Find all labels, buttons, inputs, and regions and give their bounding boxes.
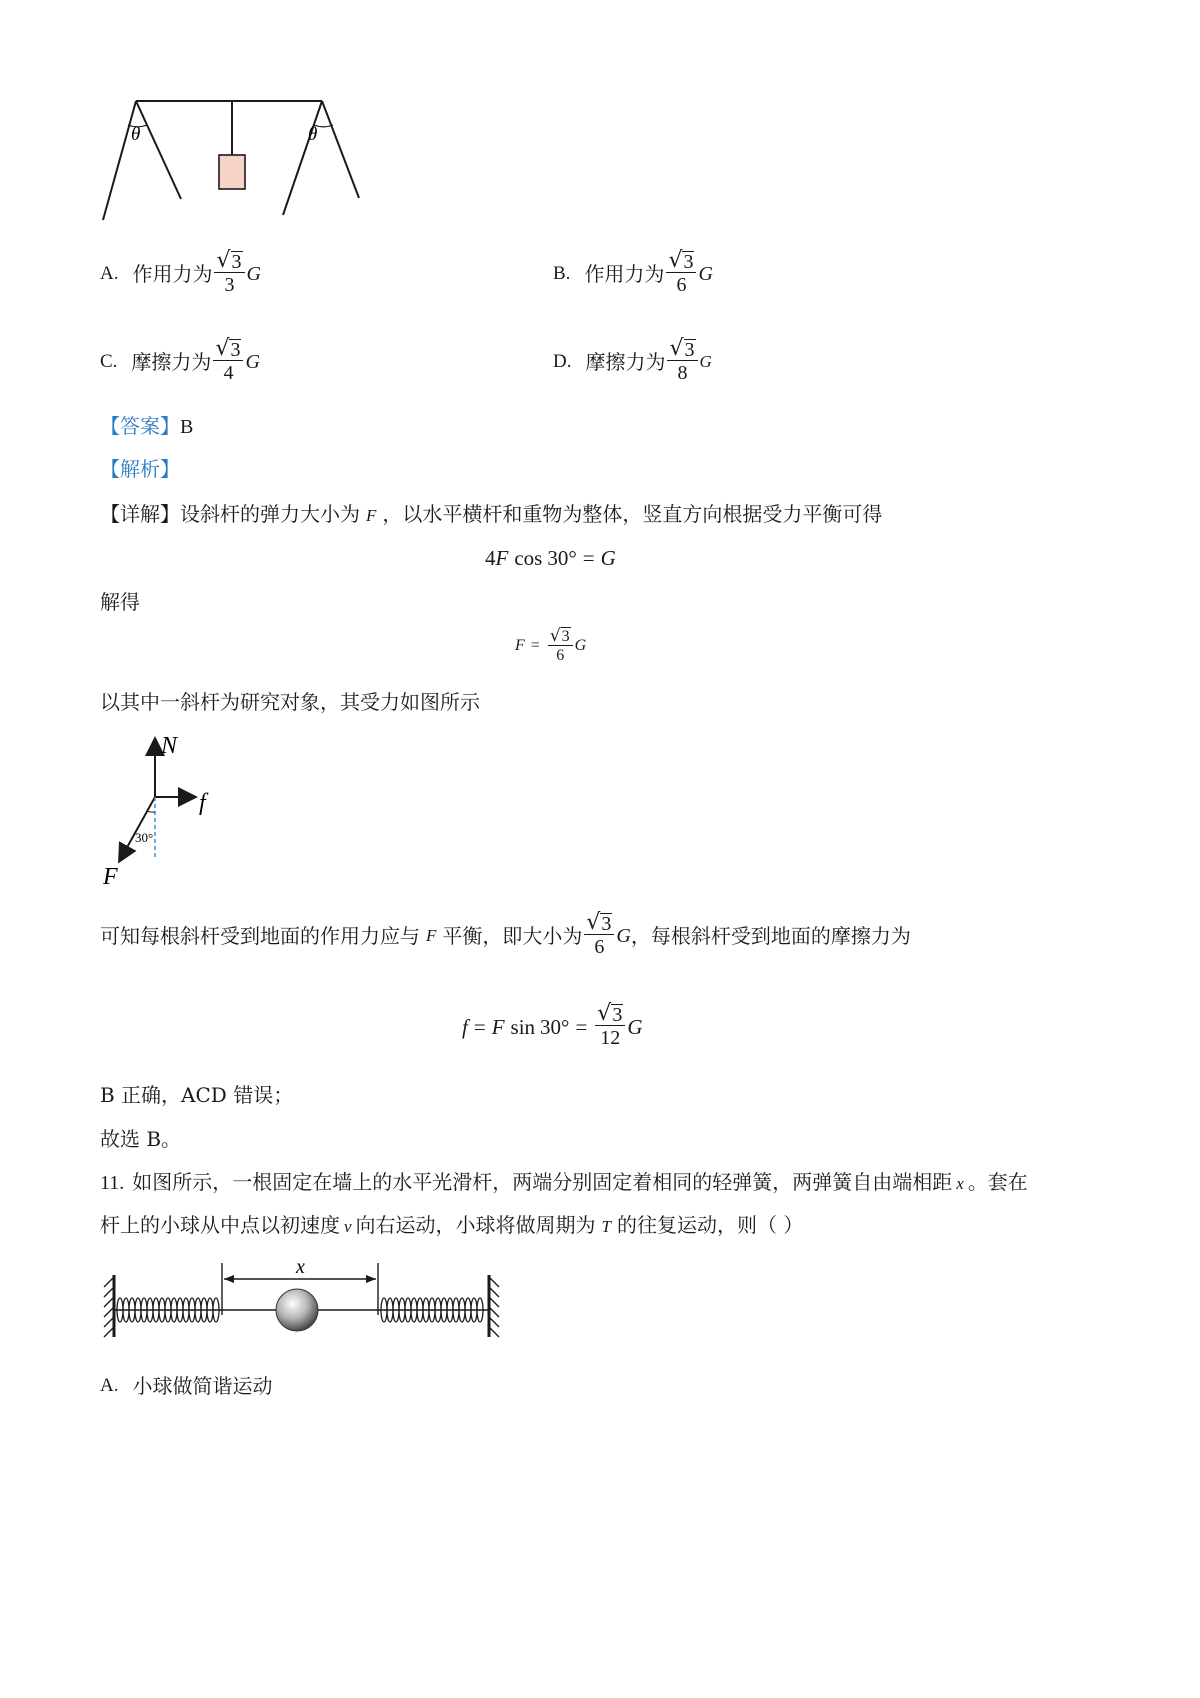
label-x: x — [296, 1256, 305, 1278]
conclusion-text: B 正确，ACD 错误； — [100, 1083, 294, 1107]
eq-tail: G — [574, 637, 587, 654]
eq-lhs: F — [515, 637, 525, 654]
answer-tag: 【答案】 — [100, 414, 180, 438]
question-text: 如图所示，一根固定在墙上的水平光滑杆，两端分别固定着相同的轻弹簧，两弹簧自由端相距 — [132, 1170, 953, 1194]
option-tail: G — [245, 350, 260, 373]
label-f-small: f — [199, 790, 206, 816]
q11-line-1 — [100, 1170, 1028, 1196]
option-letter: D. — [553, 350, 572, 372]
detail-line-4: 可知每根斜杆受到地面的作用力应与 F 平衡，即大小为 √ 3 6 G ，每根斜杆受到地面的摩擦力为 — [100, 910, 911, 958]
eq-den: 12 — [600, 1027, 621, 1049]
frac-num: 3 — [601, 913, 612, 935]
left-leg-outer — [103, 101, 136, 220]
label-angle: 30° — [135, 830, 154, 845]
option-letter: A. — [100, 1375, 119, 1396]
option-text: 摩擦力为 — [131, 349, 212, 374]
eq-num: 3 — [561, 628, 570, 645]
analysis-tag: 【解析】 — [100, 457, 180, 481]
option-text: 摩擦力为 — [585, 349, 666, 374]
eq-num: 3 — [612, 1004, 623, 1026]
option-tail: G — [698, 262, 713, 285]
eq-angle: 30° — [540, 1014, 570, 1039]
detail-text: 设斜杆的弹力大小为 — [180, 502, 360, 526]
right-leg-inner — [322, 101, 359, 198]
angle-label-right: θ — [308, 124, 318, 145]
eq-rhs: G — [600, 546, 616, 570]
option-den: 6 — [676, 274, 687, 296]
equation-3: f = F sin 30° = √ 3 12 G — [462, 1001, 643, 1049]
answer-value: B — [180, 416, 194, 438]
option-den: 4 — [223, 362, 234, 384]
var-v: v — [344, 1217, 352, 1236]
option-b[interactable]: B. 作用力为 √ 3 6 G — [553, 248, 713, 296]
option-letter: A. — [100, 262, 119, 284]
q11-line-2 — [100, 1213, 803, 1239]
answer-line — [100, 414, 193, 439]
option-text: 作用力为 — [132, 261, 213, 286]
question-text: 向右运动，小球将做周期为 — [355, 1213, 596, 1237]
option-num: 3 — [684, 339, 695, 361]
eq-sign: = — [575, 1014, 588, 1039]
left-leg-inner — [136, 101, 181, 199]
option-a[interactable]: A. 作用力为 √ 3 3 G — [100, 248, 261, 296]
eq-fn: cos — [514, 546, 543, 570]
arrow-f-large — [120, 797, 155, 860]
detail-text: 平衡，即大小为 — [442, 923, 583, 948]
detail-text: 可知每根斜杆受到地面的作用力应与 — [100, 923, 420, 948]
option-c[interactable]: C. 摩擦力为 √ 3 4 G — [100, 336, 260, 384]
eq-angle: 30° — [547, 546, 577, 570]
option-text: 作用力为 — [584, 261, 665, 286]
question-text: 的往复运动，则（ ） — [617, 1213, 804, 1237]
eq-var: F — [495, 546, 509, 570]
detail-text: ，以水平横杆和重物为整体，竖直方向根据受力平衡可得 — [382, 502, 883, 526]
detail-text: ，每根斜杆受到地面的摩擦力为 — [630, 923, 911, 948]
angle-arc — [147, 811, 155, 812]
detail-line-1 — [100, 502, 882, 528]
frame-figure — [95, 95, 375, 230]
eq-den: 6 — [556, 647, 565, 664]
question-text: 杆上的小球从中点以初速度 — [100, 1213, 340, 1237]
choice-text: 故选 B。 — [100, 1127, 182, 1151]
option-d[interactable]: D. 摩擦力为 √ 3 8 G — [553, 336, 712, 384]
question-text: 。套在 — [967, 1170, 1028, 1194]
var-f: F — [366, 506, 377, 525]
q11-option-a[interactable] — [100, 1374, 272, 1398]
option-letter: C. — [100, 350, 118, 372]
option-den: 8 — [677, 362, 688, 384]
eq-sign: = — [473, 1014, 486, 1039]
spring-figure — [100, 1255, 520, 1355]
eq-fn: sin — [510, 1014, 536, 1039]
option-tail: G — [699, 351, 712, 371]
option-text: 小球做简谐运动 — [132, 1374, 273, 1398]
label-n: N — [161, 733, 178, 759]
var-g: G — [616, 924, 631, 947]
detail-line-3: 以其中一斜杆为研究对象，其受力如图所示 — [100, 690, 480, 714]
eq-lhs: f — [462, 1014, 468, 1039]
force-diagram — [95, 730, 235, 890]
eq-tail: G — [627, 1014, 643, 1039]
distance-arrow-right — [366, 1275, 376, 1283]
right-leg-outer — [283, 101, 322, 215]
angle-label-left: θ — [131, 124, 141, 145]
option-letter: B. — [553, 262, 571, 284]
distance-arrow-left — [224, 1275, 234, 1283]
eq-coef: 4 — [485, 546, 496, 570]
var-x: x — [956, 1174, 964, 1193]
option-num: 3 — [231, 251, 242, 273]
frac-den: 6 — [594, 936, 605, 958]
option-den: 3 — [224, 274, 235, 296]
hanging-block — [219, 155, 245, 189]
eq-sign: = — [582, 546, 595, 570]
equation-1 — [485, 546, 616, 570]
solve-text: 解得 — [100, 590, 140, 614]
question-number: 11. — [100, 1172, 125, 1194]
label-f-large: F — [103, 864, 118, 890]
detail-tag: 【详解】 — [100, 502, 180, 526]
eq-var: F — [491, 1014, 505, 1039]
option-num: 3 — [683, 251, 694, 273]
option-tail: G — [246, 262, 261, 285]
eq-sign: = — [530, 637, 540, 654]
var-f: F — [426, 925, 437, 945]
ball — [276, 1289, 318, 1331]
var-t: T — [601, 1217, 612, 1236]
equation-2: F = √ 3 6 G — [515, 626, 587, 664]
option-num: 3 — [230, 339, 241, 361]
